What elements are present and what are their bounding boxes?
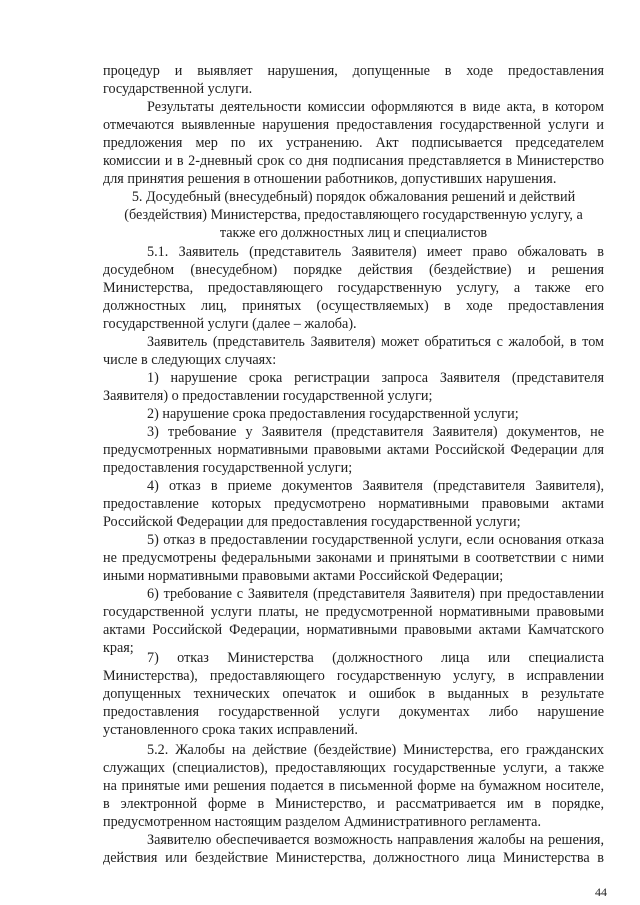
text-line: 5.2. Жалобы на действие (бездействие) Министерства, его гражданских [147, 742, 604, 758]
text-line: отмечаются выявленные нарушения предоставления государственной услуги и [103, 117, 604, 133]
text-line: предоставления государственной услуги документах либо нарушение [103, 704, 604, 720]
text-line: государственной услуги. [103, 81, 253, 97]
text-line: Российской Федерации для предоставления государственной услуги; [103, 514, 521, 530]
text-line: должностных лиц, принятых (осуществляемых) в ходе предоставления [103, 298, 604, 314]
text-line: актами Российской Федерации, нормативными правовыми актами Камчатского [103, 622, 604, 638]
text-line: Заявитель (представитель Заявителя) может обратиться с жалобой, в том [147, 334, 604, 350]
text-line: для принятия решения в отношении работников, допустивших нарушения. [103, 171, 557, 187]
text-line: Министерства), предоставляющего государственную услугу, в исправлении [103, 668, 604, 684]
text-line: Результаты деятельности комиссии оформляются в виде акта, в котором [147, 99, 604, 115]
text-line: действия или бездействие Министерства, должностного лица Министерства в [103, 850, 604, 866]
text-line: комиссии и в 2-дневный срок со дня подписания представляется в Министерство [103, 153, 604, 169]
text-line: 4) отказ в приеме документов Заявителя (представителя Заявителя), [147, 478, 604, 494]
text-line: Заявителю обеспечивается возможность направления жалобы на решения, [147, 832, 604, 848]
text-line: Заявителя) о предоставлении государственной услуги; [103, 388, 433, 404]
text-line: предоставление которых предусмотрено нормативными правовыми актами [103, 496, 604, 512]
text-line: досудебном (внесудебном) порядке действия (бездействие) и решения [103, 262, 604, 278]
text-line: служащих (специалистов), предоставляющих государственные услуги, а также [103, 760, 604, 776]
text-line: предусмотренном настоящим разделом Административного регламента. [103, 814, 542, 830]
text-line: предоставления государственной услуги; [103, 460, 353, 476]
text-line: 5) отказ в предоставлении государственной услуги, если основания отказа [147, 532, 604, 548]
text-line: числе в следующих случаях: [103, 352, 277, 368]
text-line: 2) нарушение срока предоставления государственной услуги; [147, 406, 519, 422]
text-line: предусмотренных нормативными правовыми актами Российской Федерации для [103, 442, 604, 458]
text-line: процедур и выявляет нарушения, допущенные в ходе предоставления [103, 63, 604, 79]
text-line: 3) требование у Заявителя (представителя Заявителя) документов, не [147, 424, 604, 440]
text-line: 6) требование с Заявителя (представителя Заявителя) при предоставлении [147, 586, 604, 602]
text-line: предложения мер по их устранению. Акт подписывается председателем [103, 135, 604, 151]
text-line: государственной услуги (далее – жалоба). [103, 316, 357, 332]
text-line: 1) нарушение срока регистрации запроса Заявителя (представителя [147, 370, 604, 386]
text-line: не предусмотрены федеральными законами и принятыми в соответствии с ними [103, 550, 604, 566]
page-number: 44 [595, 885, 607, 899]
text-line: на принятые ими решения подается в письменной форме на бумажном носителе, [103, 778, 604, 794]
text-line: государственной услуги платы, не предусмотренной нормативными правовыми [103, 604, 604, 620]
text-line: в электронной форме в Министерство, и рассматривается им в порядке, [103, 796, 604, 812]
text-line: 5. Досудебный (внесудебный) порядок обжалования решений и действий [131, 189, 576, 205]
text-line: также его должностных лиц и специалистов [219, 225, 488, 241]
text-line: допущенных технических опечаток и ошибок в выданных в результате [103, 686, 604, 702]
text-line: 5.1. Заявитель (представитель Заявителя) имеет право обжаловать в [147, 244, 604, 260]
text-line: иными нормативными правовыми актами Российской Федерации; [103, 568, 504, 584]
text-line: края; [103, 640, 134, 656]
text-line: 7) отказ Министерства (должностного лица или специалиста [147, 650, 604, 666]
text-line: (бездействия) Министерства, предоставляющего государственную услугу, а [124, 207, 583, 223]
text-line: Министерства, предоставляющего государственную услугу, а также его [103, 280, 604, 296]
text-line: установленного срока таких исправлений. [103, 722, 358, 738]
